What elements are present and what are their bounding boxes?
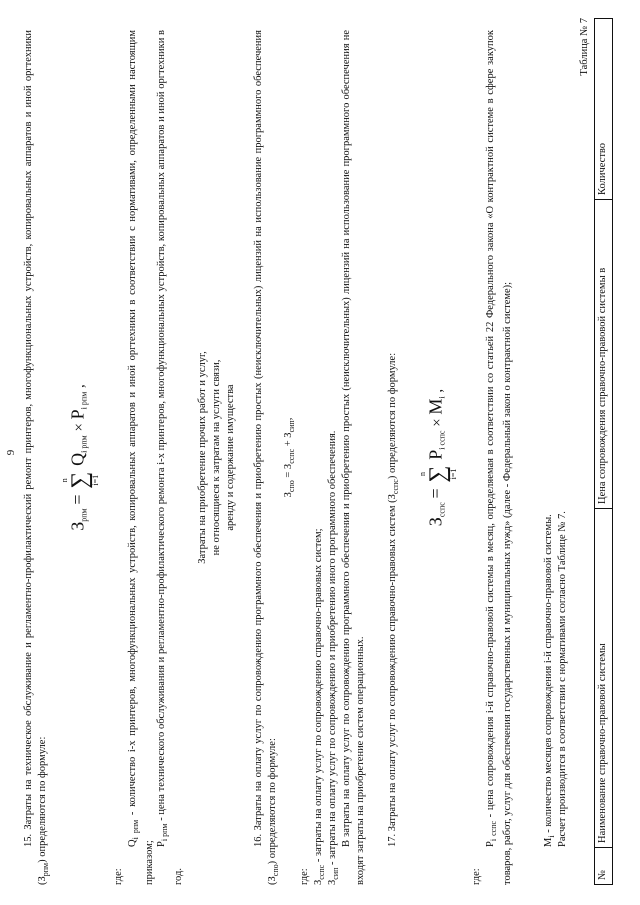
formula-16-lhs: З	[283, 492, 294, 498]
formula-15-times: ×	[71, 423, 88, 432]
formula-17-sum	[418, 465, 458, 482]
sum-lower-limit: i=1	[91, 474, 100, 486]
paragraph-15-sub: рпм	[41, 862, 51, 877]
m-sub: i	[547, 835, 556, 838]
p-text: - цена технического обслуживания и регламентно-профилактического ремонта i-х принтеров, многофункциональных устройств, копировальных аппаратов и иной оргтехники в год.	[156, 30, 185, 885]
formula-17-lhs-sub: сспс	[437, 502, 447, 518]
where-label-1: где:	[113, 868, 124, 885]
paragraph-16	[252, 30, 283, 885]
formula-16-a-sub: сспс	[287, 448, 296, 464]
formula-16-b: З	[283, 432, 294, 438]
paragraph-17-sub: сспс	[391, 479, 400, 495]
formula-17-term2: M	[425, 398, 446, 415]
formula-17-term1: P	[425, 449, 446, 460]
page-number: 9	[5, 449, 17, 456]
formula-16-end: ,	[283, 417, 294, 421]
paragraph-17	[386, 30, 403, 885]
table-title: Таблица № 7	[579, 18, 590, 76]
formula-17-equals: =	[425, 488, 446, 499]
heading-line-3: аренду и содержание имущества	[225, 384, 237, 531]
p-sspc-definition	[484, 30, 515, 885]
formula-17-term2-sub: i	[437, 396, 447, 399]
formula-16-plus: +	[283, 437, 294, 449]
formula-17	[418, 30, 458, 885]
formula-15-equals: =	[67, 494, 88, 505]
paragraph-16-note: В затраты на оплату услуг по сопровождению программного обеспечения и приобретению простых (неисключительных) лицензий на использование программного обеспечения не входят затраты на приобретение систем операционных.	[341, 30, 367, 885]
q-text: - количество i-х принтеров, многофункциональных устройств, копировальных аппаратов и иной оргтехники в соответствии с нормативами, определенными настоящим приказом;	[127, 30, 156, 885]
sigma-icon: ∑	[67, 471, 93, 489]
formula-15-term1-sub: i рпм	[79, 435, 89, 453]
formula-15-end: ,	[71, 384, 88, 388]
p-symbol: P	[156, 841, 167, 847]
sspc-text: - затраты на оплату услуг по сопровождению справочно-правовых систем;	[313, 528, 324, 865]
p-sub: i рпм	[160, 823, 169, 842]
sspc-sub: сспс	[317, 864, 326, 880]
m-symbol: M	[543, 837, 554, 847]
paragraph-16-text: 16. Затраты на оплату услуг по сопровождению программного обеспечения и приобретению простых (неисключительных) лицензий на использование программного обеспечения (З	[253, 30, 279, 885]
formula-15-sum	[60, 472, 100, 489]
formula-16	[282, 30, 299, 885]
table-header-row	[595, 19, 613, 885]
sip-symbol: З	[327, 879, 338, 885]
table-header-name: Наименование справочно-правовой системы	[595, 509, 613, 848]
sspc-symbol: З	[313, 879, 324, 885]
table-header-number: №	[595, 848, 613, 885]
sip-text: - затраты на оплату услуг по сопровождению и приобретению иного программного обеспечения.	[327, 430, 338, 868]
table-7	[594, 18, 613, 885]
sum-upper-limit: n	[418, 472, 427, 477]
p-definition	[155, 30, 186, 885]
m-text: - количество месяцев сопровождения i-й справочно-правовой системы.	[543, 514, 554, 836]
heading-line-2: не относящиеся к затратам на услуги связи,	[211, 359, 223, 556]
section-heading	[196, 30, 239, 885]
formula-15-lhs-sub: рпм	[79, 508, 89, 522]
table-header-quantity: Количество	[595, 19, 613, 200]
paragraph-17-text: 17. Затраты на оплату услуг по сопровождению справочно-правовых систем (З	[387, 494, 398, 847]
where-label-2: где:	[299, 868, 310, 885]
formula-15	[60, 30, 100, 885]
heading-line-1: Затраты на приобретение прочих работ и услуг,	[197, 351, 208, 564]
table-header-price: Цена сопровождения справочно-правовой системы в	[595, 200, 613, 509]
formula-15-term1: Q	[67, 452, 88, 466]
formula-16-equals: =	[283, 469, 294, 481]
formula-15-lhs: З	[67, 521, 88, 531]
formula-15-term2-sub: i рпм	[79, 391, 89, 410]
p-sspc-symbol: P	[485, 841, 496, 847]
q-sub: i рпм	[131, 819, 140, 840]
formula-17-end: ,	[429, 388, 446, 393]
q-symbol: Q	[127, 839, 138, 847]
formula-17-times: ×	[429, 418, 446, 427]
where-label-3: где:	[471, 868, 482, 885]
paragraph-15	[22, 30, 53, 885]
formula-15-term2: P	[67, 409, 88, 420]
p-sspc-text: - цена сопровождения i-й справочно-правовой системы в месяц, определяемая в соответствии со статьей 22 Федерального закона «О контрактной системе в сфере закупок товаров, работ, услуг для обеспечения государственных и муниципальных нужд» (далее - Федеральный закон о контрактной системе);	[485, 30, 514, 885]
formula-16-lhs-sub: спо	[287, 480, 296, 493]
calculation-note: Расчет производится в соответствии с нормативами согласно Таблице № 7.	[557, 511, 568, 847]
p-sspc-sub: i сспс	[489, 820, 498, 842]
paragraph-16-tail: ) определяются по формуле:	[267, 738, 279, 865]
formula-16-b-sub: сип	[287, 420, 296, 433]
paragraph-15-text: 15. Затраты на техническое обслуживание и регламентно-профилактический ремонт принтеров, многофункциональных устройств, копировальных аппаратов и иной оргтехники (З	[23, 30, 49, 885]
paragraph-16-sub: спо	[271, 864, 281, 877]
q-definition	[126, 30, 157, 885]
formula-17-term1-sub: i сспс	[437, 430, 447, 450]
paragraph-17-tail: ) определяются по формуле:	[387, 352, 398, 480]
sigma-icon: ∑	[425, 465, 451, 483]
sum-upper-limit: n	[60, 478, 69, 483]
sip-sub: сип	[331, 867, 340, 880]
sum-lower-limit: i=1	[449, 468, 458, 480]
formula-16-a: З	[283, 463, 294, 470]
paragraph-15-tail: ) определяются по формуле:	[37, 736, 49, 863]
formula-17-lhs: З	[425, 517, 446, 527]
